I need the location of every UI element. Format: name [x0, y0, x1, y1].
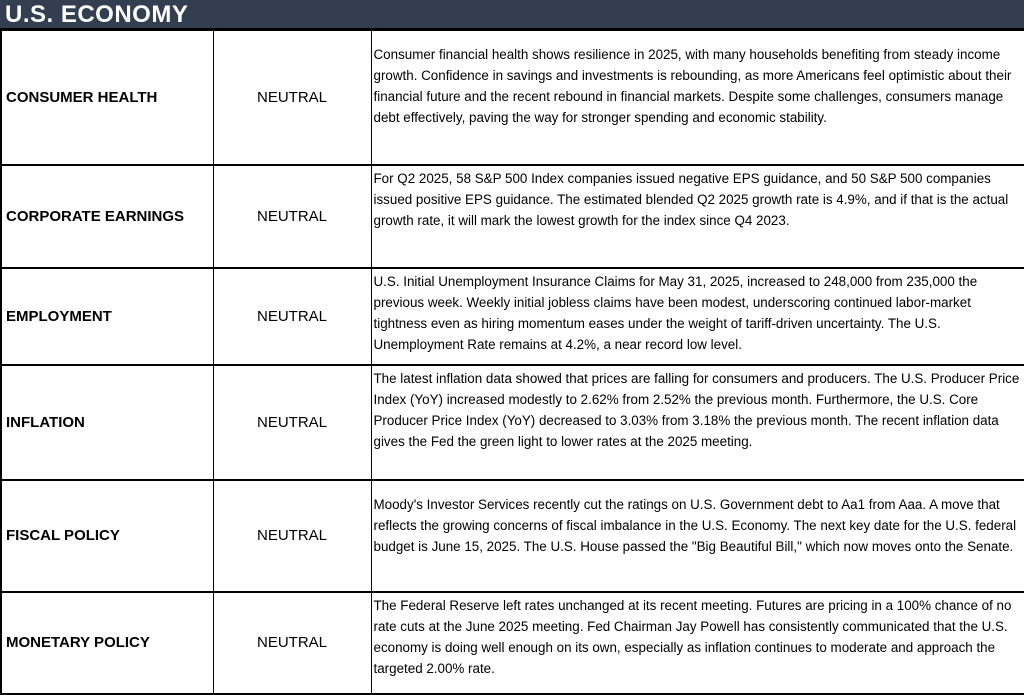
- description-cell: [371, 480, 1024, 592]
- header-bar: [0, 0, 1024, 30]
- rating-cell: [213, 31, 371, 165]
- category-label: EMPLOYMENT: [6, 307, 112, 325]
- table-row: [1, 365, 1024, 480]
- page-title: U.S. ECONOMY: [5, 1, 189, 28]
- description-cell: [371, 365, 1024, 480]
- category-cell: [1, 31, 213, 165]
- rating-label: NEUTRAL: [256, 413, 327, 431]
- category-cell: [1, 268, 213, 365]
- table-row: [1, 268, 1024, 365]
- rating-label: NEUTRAL: [256, 527, 327, 544]
- category-label: FISCAL POLICY: [6, 527, 120, 544]
- table-row: [1, 165, 1024, 268]
- rating-cell: [213, 480, 371, 592]
- description-text: Consumer financial health shows resilience in 2025, with many households benefiting from steady income growth. Confidence in savings and investments is rebounding, as more Americans feel optimistic about their financial future and the recent rebound in financial markets. Despite some challenges, consumers manage debt effectively, paving the way for stronger spending and economic stability.: [373, 47, 1012, 125]
- category-label: INFLATION: [6, 413, 85, 431]
- category-cell: [1, 480, 213, 592]
- description-cell: [371, 268, 1024, 365]
- rating-label: NEUTRAL: [256, 634, 327, 651]
- rating-cell: [213, 268, 371, 365]
- category-label: MONETARY POLICY: [6, 634, 150, 651]
- rating-label: NEUTRAL: [256, 88, 327, 106]
- rating-label: NEUTRAL: [256, 207, 327, 225]
- table-row: [1, 592, 1024, 694]
- description-text: The Federal Reserve left rates unchanged at its recent meeting. Futures are pricing in a 100% chance of no rate cuts at the June 2025 meeting. Fed Chairman Jay Powell has consistently communicated that the U.S. economy is doing well enough on its own, especially as inflation continues to moderate and approach the targeted 2.00% rate.: [373, 597, 1012, 676]
- description-text: For Q2 2025, 58 S&P 500 Index companies issued negative EPS guidance, and 50 S&P 500 companies issued positive EPS guidance. The estimated blended Q2 2025 growth rate is 4.9%, and if that is the actual growth rate, it will mark the lowest growth for the index since Q4 2023.: [373, 170, 1009, 228]
- description-text: The latest inflation data showed that prices are falling for consumers and producers. The U.S. Producer Price Index (YoY) increased modestly to 2.62% from 2.52% the previous month. Furthermore, the U.S. Core Producer Price Index (YoY) decreased to 3.03% from 3.18% the previous month. The recent inflation data gives the Fed the green light to lower rates at the 2025 meeting.: [373, 370, 1020, 449]
- description-cell: [371, 31, 1024, 165]
- category-cell: [1, 365, 213, 480]
- table-row: [1, 31, 1024, 165]
- description-text: Moody's Investor Services recently cut the ratings on U.S. Government debt to Aa1 from Aaa. A move that reflects the growing concerns of fiscal imbalance in the U.S. Economy. The next key date for the U.S. federal budget is June 15, 2025. The U.S. House passed the "Big Beautiful Bill," which now moves onto the Senate.: [373, 496, 1017, 554]
- rating-cell: [213, 592, 371, 694]
- table-row: [1, 480, 1024, 592]
- description-cell: [371, 592, 1024, 694]
- rating-cell: [213, 165, 371, 268]
- category-cell: [1, 165, 213, 268]
- economy-table: [0, 30, 1024, 695]
- description-cell: [371, 165, 1024, 268]
- category-cell: [1, 592, 213, 694]
- description-text: U.S. Initial Unemployment Insurance Claims for May 31, 2025, increased to 248,000 from 235,000 the previous week. Weekly initial jobless claims have been modest, underscoring continued labor-market tightness even as hiring momentum eases under the weight of tariff-driven uncertainty. The U.S. Unemployment Rate remains at 4.2%, a near record low level.: [373, 273, 978, 352]
- rating-label: NEUTRAL: [256, 307, 327, 325]
- rating-cell: [213, 365, 371, 480]
- category-label: CONSUMER HEALTH: [6, 88, 158, 106]
- category-label: CORPORATE EARNINGS: [6, 207, 185, 225]
